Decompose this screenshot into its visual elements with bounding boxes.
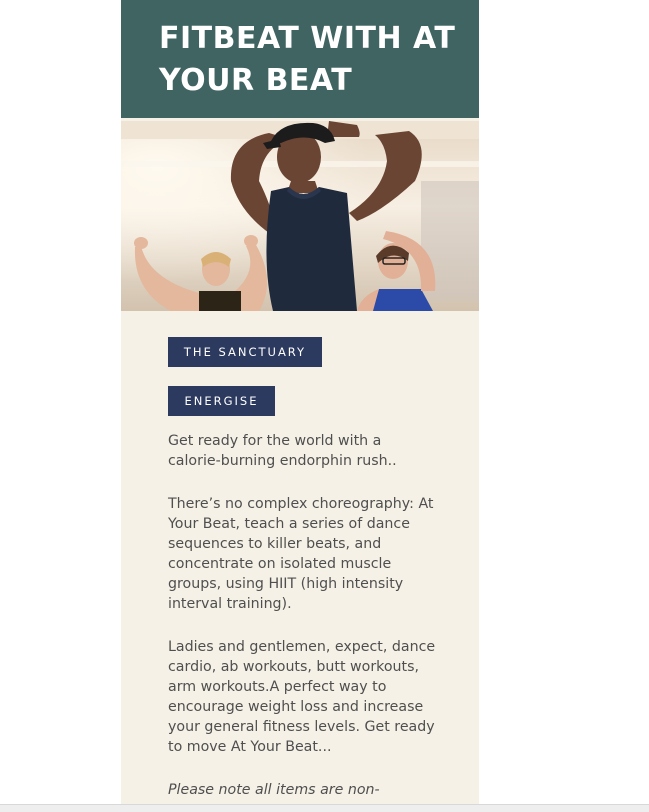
hero-image	[121, 121, 479, 311]
intro-paragraph: Get ready for the world with a calorie-burning endorphin rush..	[168, 433, 397, 469]
header-banner	[121, 0, 479, 118]
content-column	[121, 0, 479, 811]
tag-energise[interactable]: ENERGISE	[168, 386, 275, 416]
dance-class-illustration	[121, 121, 479, 311]
choreography-paragraph: There’s no complex choreography: At Your Beat, teach a series of dance sequences to killer beats, and concentrate on isolated muscle groups, using HIIT (high intensity interval training).	[168, 496, 434, 612]
page-title: FITBEAT WITH AT YOUR BEAT	[159, 21, 456, 98]
tag-the-sanctuary[interactable]: THE SANCTUARY	[168, 337, 322, 367]
note-text: Please note all items are non-	[168, 782, 380, 798]
expectations-paragraph: Ladies and gentlemen, expect, dance cardio, ab workouts, butt workouts, arm workouts.A perfect way to encourage weight loss and increase your general fitness levels. Get ready to move At Your Beat...	[168, 639, 436, 755]
